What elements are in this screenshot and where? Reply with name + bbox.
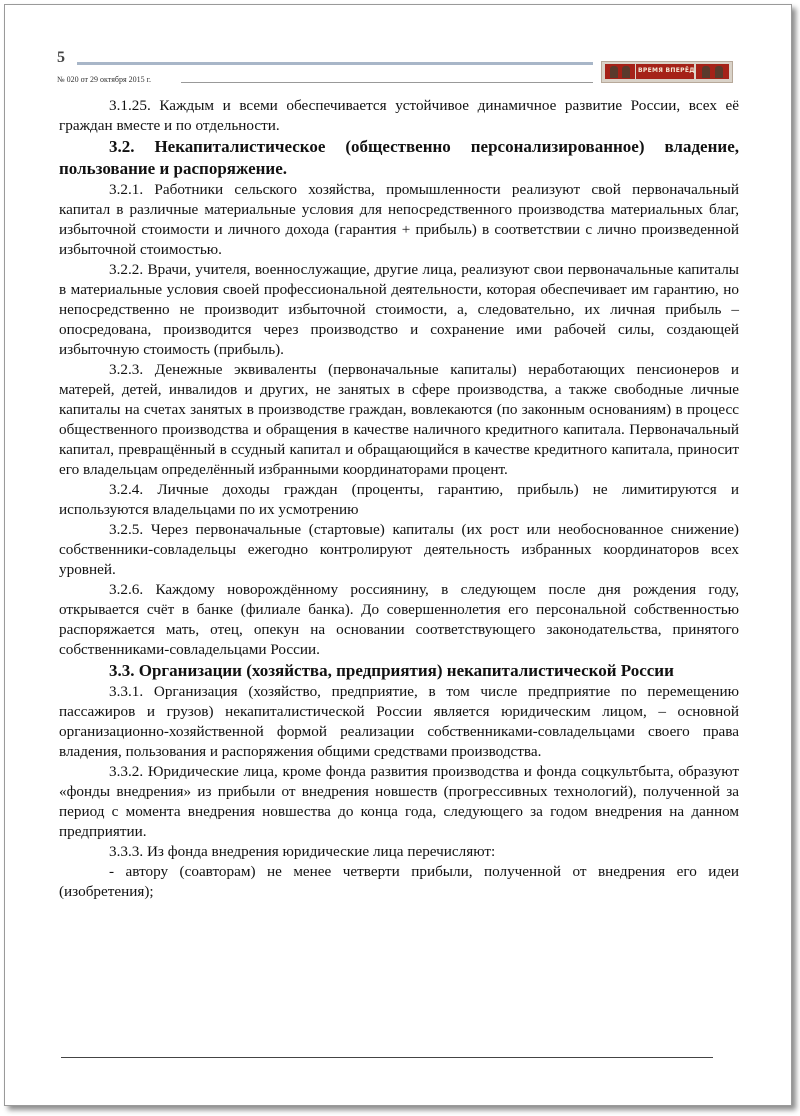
portrait-icon xyxy=(702,66,710,78)
portrait-icon xyxy=(610,66,618,78)
document-page xyxy=(4,4,792,1106)
paragraph: 3.1.25. Каждым и всеми обеспечивается устойчивое динамичное развитие России, всех её граждан вместе и по отдельности. xyxy=(59,97,739,134)
header-thin-rule xyxy=(181,82,593,83)
section-heading: 3.3. Организации (хозяйства, предприятия) некапиталистической России xyxy=(109,661,674,680)
portrait-icon xyxy=(622,66,630,78)
issue-date: № 020 от 29 октября 2015 г. xyxy=(57,75,152,84)
paragraph: 3.2.6. Каждому новорождённому россиянину, в следующем после дня рождения году, открывается счёт в банке (филиале банка). До совершеннолетия его персональной собственностью распоряжается мать, отец, опекун на основании соответствующего законодательства, принятого собственниками-совладельцами России. xyxy=(59,581,739,658)
paragraph: 3.2.5. Через первоначальные (стартовые) капиталы (их рост или необоснованное снижение) собственники-совладельцы ежегодно контролируют деятельность избранных координаторов всех уровней. xyxy=(59,521,739,578)
paragraph: 3.2.2. Врачи, учителя, военнослужащие, другие лица, реализуют свои первоначальные капиталы в материальные условия своей профессиональной деятельности, которая обеспечивает им гарантию, но непосредственно не производит избыточной стоимости, а, следовательно, их личная прибыль – опосредована, производится через производство и сохранение ими рабочей силы, создающей избыточную стоимость (прибыль). xyxy=(59,261,739,358)
page-number: 5 xyxy=(57,49,65,66)
header-rule xyxy=(77,62,593,65)
paragraph: 3.2.1. Работники сельского хозяйства, промышленности реализуют свой первоначальный капитал в различные материальные условия для непосредственного производства материальных благ, избыточной стоимости и личного дохода (гарантия + прибыль) в соответствии с лично произведенной избыточной стоимостью. xyxy=(59,181,739,258)
section-heading: 3.2. Некапиталистическое (общественно персонализированное) владение, пользование и распоряжение. xyxy=(59,137,739,178)
paragraph: - автору (соавторам) не менее четверти прибыли, полученной от внедрения его идеи (изобретения); xyxy=(59,863,739,900)
logo-red-block xyxy=(696,64,729,79)
portrait-icon xyxy=(715,66,723,78)
paragraph: 3.2.3. Денежные эквиваленты (первоначальные капиталы) неработающих пенсионеров и матерей, детей, инвалидов и других, не занятых в сфере производства, а также свободные личные капиталы на счетах занятых в производстве граждан, вовлекаются (по законным основаниям) в процесс общественного производства и обращения в качестве наличного кредитного капитала. Первоначальный капитал, превращённый в ссудный капитал и обращающийся в качестве кредитного капитала, приносит его владельцам определённый избранными координаторами процент. xyxy=(59,361,739,478)
newspaper-logo xyxy=(601,61,733,83)
paragraph: 3.3.2. Юридические лица, кроме фонда развития производства и фонда соцкультбыта, образуют «фонды внедрения» из прибыли от внедрения новшеств (прогрессивных технологий), полученной за период с момента внедрения новшества до конца года, следующего за годом внедрения на данном предприятии. xyxy=(59,763,739,840)
article-body xyxy=(59,96,739,902)
paragraph: 3.2.4. Личные доходы граждан (проценты, гарантию, прибыль) не лимитируются и используются владельцами по их усмотрению xyxy=(59,481,739,518)
paragraph: 3.3.3. Из фонда внедрения юридические лица перечисляют: xyxy=(109,843,496,860)
footer-rule xyxy=(61,1057,713,1058)
logo-text: ВРЕМЯ ВПЕРЁД xyxy=(638,67,695,74)
paragraph: 3.3.1. Организация (хозяйство, предприятие, в том числе предприятие по перемещению пассажиров и грузов) некапиталистической России является юридическим лицом, – основной организационно-хозяйственной формой реализации собственниками-совладельцами своего права владения, пользования и распоряжения общими средствами производства. xyxy=(59,683,739,760)
